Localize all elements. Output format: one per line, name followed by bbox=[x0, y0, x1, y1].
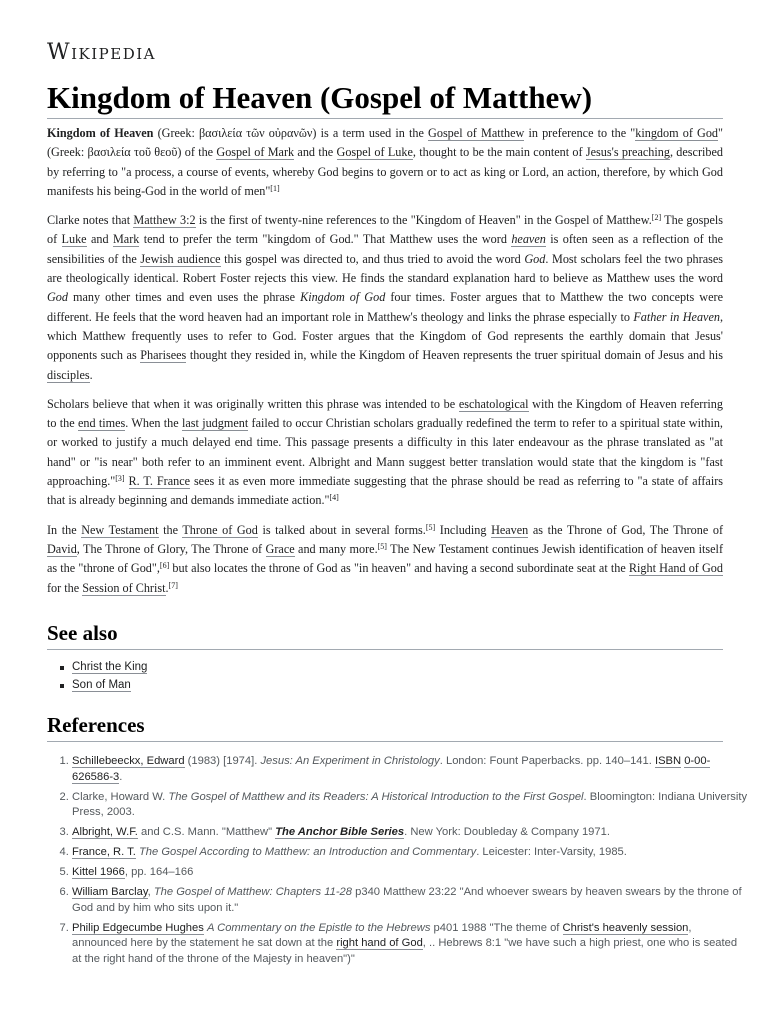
paragraph-throne: In the New Testament the Throne of God is talked about in several forms.[5] Including Heaven as the Throne of God, The Throne of David, The Throne of Glory, The Throne of Grace and many more.[5] The New Testament continues Jewish identification of heaven itself as the "throne of God",[6] but also locates the throne of God as "in heaven" and having a second subordinate seat at the Right Hand of God for the Session of Christ.[7] bbox=[47, 522, 724, 595]
lead-term: Kingdom of Heaven bbox=[47, 126, 154, 140]
ref-author-link[interactable]: France, R. T. bbox=[72, 846, 136, 858]
citation-6[interactable]: [6] bbox=[159, 561, 170, 571]
link-last-judgment[interactable]: last judgment bbox=[181, 416, 249, 431]
link-heaven[interactable]: heaven bbox=[511, 232, 546, 247]
isbn-number-link[interactable]: 0-00-626586-3 bbox=[72, 755, 711, 783]
link-throne-of-god[interactable]: Throne of God bbox=[182, 522, 258, 537]
citation-5b[interactable]: [5] bbox=[377, 541, 387, 551]
list-item bbox=[72, 658, 147, 676]
see-also-heading: See also bbox=[47, 620, 723, 650]
link-eschatological[interactable]: eschatological bbox=[458, 396, 529, 411]
page-title: Kingdom of Heaven (Gospel of Matthew) bbox=[47, 80, 723, 119]
reference-item: 4. France, R. T. The Gospel According to Matthew: an Introduction and Commentary. Leicester: Inter-Varsity, 1985. bbox=[72, 845, 748, 861]
link-mark[interactable]: Mark bbox=[112, 232, 140, 247]
citation-2[interactable]: [2] bbox=[651, 213, 662, 223]
paragraph-intro: Kingdom of Heaven (Greek: βασιλεία τῶν οὐρανῶν) is a term used in the Gospel of Matthew in preference to the "kingdom of God" (Greek: βασιλεία τοῦ θεοῦ) of the Gospel of Mark and the Gospel of Luke, thought to be the main content of Jesus's preaching, described by referring to "a process, a course of events, whereby God begins to govern or to act as king or Lord, an action, therefore, by which God manifests his being-God in the world of men"[1] bbox=[47, 126, 724, 198]
link-session-of-christ[interactable]: Session of Christ bbox=[82, 580, 166, 595]
references-heading: References bbox=[47, 712, 723, 742]
article-body bbox=[47, 124, 723, 608]
link-luke[interactable]: Luke bbox=[61, 232, 87, 247]
isbn-link[interactable]: ISBN bbox=[654, 755, 682, 767]
link-gospel-of-luke[interactable]: Gospel of Luke bbox=[336, 145, 413, 160]
citation-3[interactable]: [3] bbox=[115, 474, 125, 484]
references-list bbox=[47, 754, 748, 972]
ref-author-link[interactable]: William Barclay bbox=[72, 886, 148, 898]
reference-item: 3. Albright, W.F. and C.S. Mann. "Matthew" The Anchor Bible Series. New York: Doubleday & Company 1971. bbox=[72, 825, 748, 841]
citation-4[interactable]: [4] bbox=[329, 493, 339, 503]
list-item bbox=[72, 676, 147, 694]
citation-1[interactable]: [1] bbox=[270, 183, 280, 193]
reference-item: 2. Clarke, Howard W. The Gospel of Matthew and its Readers: A Historical Introduction to the First Gospel. Bloomington: Indiana University Press, 2003. bbox=[72, 790, 748, 821]
link-son-of-man[interactable]: Son of Man bbox=[72, 679, 131, 691]
ref-author-link[interactable]: Kittel 1966 bbox=[72, 866, 125, 878]
see-also-list bbox=[47, 658, 147, 694]
citation-5[interactable]: [5] bbox=[425, 522, 436, 532]
link-pharisees[interactable]: Pharisees bbox=[140, 348, 187, 363]
link-jesus-preaching[interactable]: Jesus's preaching bbox=[585, 145, 670, 160]
link-new-testament[interactable]: New Testament bbox=[81, 522, 159, 537]
wikipedia-wordmark[interactable]: Wikipedia bbox=[47, 40, 156, 65]
anchor-bible-link[interactable]: The Anchor Bible Series bbox=[275, 826, 405, 838]
link-jewish-audience[interactable]: Jewish audience bbox=[140, 251, 221, 266]
link-kingdom-of-god[interactable]: kingdom of God bbox=[635, 126, 719, 140]
link-rt-france[interactable]: R. T. France bbox=[128, 474, 191, 489]
reference-item: 6. William Barclay, The Gospel of Matthew: Chapters 11-28 p340 Matthew 23:22 "And whoever swears by heaven swears by the throne of God and by him who sits upon it." bbox=[72, 885, 748, 916]
ref-author-link[interactable]: Schillebeeckx, Edward bbox=[72, 755, 185, 767]
ref-author-link[interactable]: Philip Edgecumbe Hughes bbox=[72, 921, 204, 934]
reference-item: 5. Kittel 1966, pp. 164–166 bbox=[72, 865, 748, 881]
reference-item: 7. Philip Edgecumbe Hughes A Commentary on the Epistle to the Hebrews p401 1988 "The theme of Christ's heavenly session, announced here by the statement he sat down at the right hand of God, .. Hebrews 8:1 "we have such a high priest, one who is seated at the right hand of the throne of the Majesty in heaven")" bbox=[72, 921, 748, 968]
ref-author-link[interactable]: Albright, W.F. bbox=[72, 826, 138, 838]
link-disciples[interactable]: disciples bbox=[47, 367, 90, 382]
link-heaven-2[interactable]: Heaven bbox=[491, 522, 529, 537]
citation-7[interactable]: [7] bbox=[168, 580, 178, 590]
paragraph-clarke: Clarke notes that Matthew 3:2 is the first of twenty-nine references to the "Kingdom of Heaven" in the Gospel of Matthew.[2] The gospels of Luke and Mark tend to prefer the term "kingdom of God." That Matthew uses the word heaven is often seen as a reflection of the sensibilities of the Jewish audience this gospel was directed to, and thus tried to avoid the word God. Most scholars feel the two phrases are theologically identical. Robert Foster rejects this view. He finds the standard explanation hard to believe as Matthew uses the word God many other times and even uses the phrase Kingdom of God four times. Foster argues that to Matthew the two concepts were different. He feels that the word heaven had an important role in Matthew's theology and links the phrase especially to Father in Heaven, which Matthew frequently uses to refer to God. Foster argues that the Kingdom of God represents the earthly domain that Jesus' opponents such as Pharisees thought they resided in, while the Kingdom of Heaven represents the truer spiritual domain of Jesus and his disciples. bbox=[47, 213, 724, 382]
link-christ-the-king[interactable]: Christ the King bbox=[72, 661, 148, 673]
link-matthew-3-2[interactable]: Matthew 3:2 bbox=[133, 213, 196, 228]
paragraph-scholars: Scholars believe that when it was originally written this phrase was intended to be eschatological with the Kingdom of Heaven referring to the end times. When the last judgment failed to occur Christian scholars gradually redefined the term to refer to a spiritual state within, or worked to justify a much delayed end time. This passage presents a difficulty in this later endeavour as the phrase translated as "at hand" or "is near" both refer to an imminent event. Albright and Mann suggest better translation would state that the kingdom is "fast approaching."[3] R. T. France sees it as even more immediate suggesting that the phrase should be read as referring to "a state of affairs that is already beginning and demands immediate action."[4] bbox=[47, 396, 724, 508]
link-gospel-of-mark[interactable]: Gospel of Mark bbox=[216, 145, 295, 160]
link-david[interactable]: David bbox=[47, 541, 77, 556]
link-right-hand-of-god-ref[interactable]: right hand of God bbox=[336, 937, 423, 949]
references-section bbox=[47, 712, 723, 742]
reference-item: 1. Schillebeeckx, Edward (1983) [1974]. Jesus: An Experiment in Christology. London: Fount Paperbacks. pp. 140–141. ISBN 0-00-626586-3. bbox=[72, 754, 748, 785]
link-gospel-of-matthew[interactable]: Gospel of Matthew bbox=[428, 126, 525, 140]
link-right-hand-of-god[interactable]: Right Hand of God bbox=[628, 561, 723, 576]
link-christs-heavenly-session[interactable]: Christ's heavenly session bbox=[562, 921, 689, 934]
link-grace[interactable]: Grace bbox=[265, 541, 295, 556]
see-also-section bbox=[47, 620, 723, 650]
link-end-times[interactable]: end times bbox=[77, 416, 126, 431]
